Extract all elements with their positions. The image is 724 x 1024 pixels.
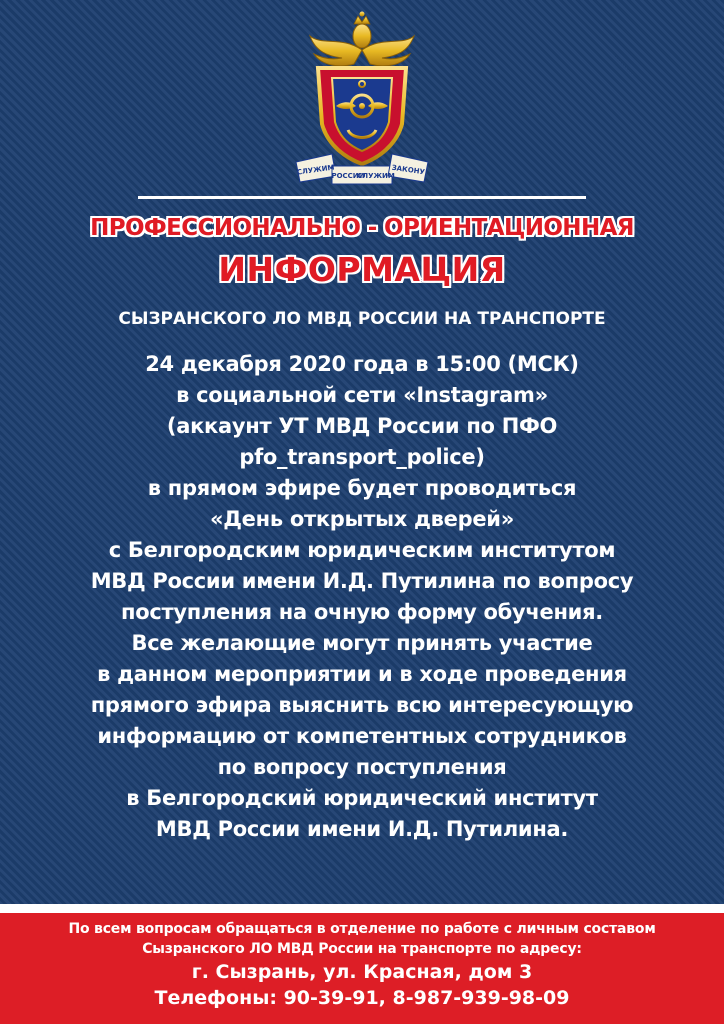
emblem-ribbon-right: ЗАКОНУ <box>391 163 426 177</box>
emblem-ribbon-center-2: СЛУЖИМ <box>357 172 395 180</box>
announcement-body <box>0 349 724 845</box>
body-line: по вопросу поступления <box>217 755 507 779</box>
emblem-ribbon-center: РОССИИ <box>331 172 365 180</box>
body-line: МВД России имени И.Д. Путилина по вопросу <box>90 569 634 593</box>
mvd-transport-police-emblem-icon <box>292 6 432 186</box>
body-line: с Белгородским юридическим институтом <box>108 538 616 562</box>
body-line: в прямом эфире будет проводиться <box>147 476 577 500</box>
body-line: (аккаунт УТ МВД России по ПФО <box>166 414 558 438</box>
headline-line-1: ПРОФЕССИОНАЛЬНО - ОРИЕНТАЦИОННАЯ <box>90 215 634 241</box>
footer-contact-line-1: По всем вопросам обращаться в отделение по работе с личным составом <box>68 921 656 937</box>
footer-address: г. Сызрань, ул. Красная, дом 3 <box>191 961 533 983</box>
body-line: Все желающие могут принять участие <box>131 631 593 655</box>
body-line: в социальной сети «Instagram» <box>176 383 548 407</box>
body-line: «День открытых дверей» <box>210 507 514 531</box>
footer-contact-line-2: Сызранского ЛО МВД России на транспорте по адресу: <box>142 941 582 957</box>
footer-phones: Телефоны: 90-39-91, 8-987-939-98-09 <box>154 987 570 1009</box>
body-line: информацию от компетентных сотрудников <box>97 724 627 748</box>
body-line: поступления на очную форму обучения. <box>121 600 603 624</box>
body-line: прямого эфира выяснить всю интересующую <box>90 693 634 717</box>
body-line: в данном мероприятии и в ходе проведения <box>97 662 627 686</box>
emblem-ribbon-left: СЛУЖИМ <box>296 163 335 177</box>
contact-footer <box>0 904 724 1024</box>
subtitle: СЫЗРАНСКОГО ЛО МВД РОССИИ НА ТРАНСПОРТЕ <box>118 309 606 329</box>
body-line: МВД России имени И.Д. Путилина. <box>155 817 569 841</box>
body-line: 24 декабря 2020 года в 15:00 (МСК) <box>145 352 579 376</box>
divider-line <box>138 196 586 199</box>
body-line: в Белгородский юридический институт <box>126 786 598 810</box>
contact-footer-band <box>0 913 724 1024</box>
headline-line-2: ИНФОРМАЦИЯ <box>218 250 506 289</box>
body-line: pfo_transport_police) <box>239 445 485 469</box>
